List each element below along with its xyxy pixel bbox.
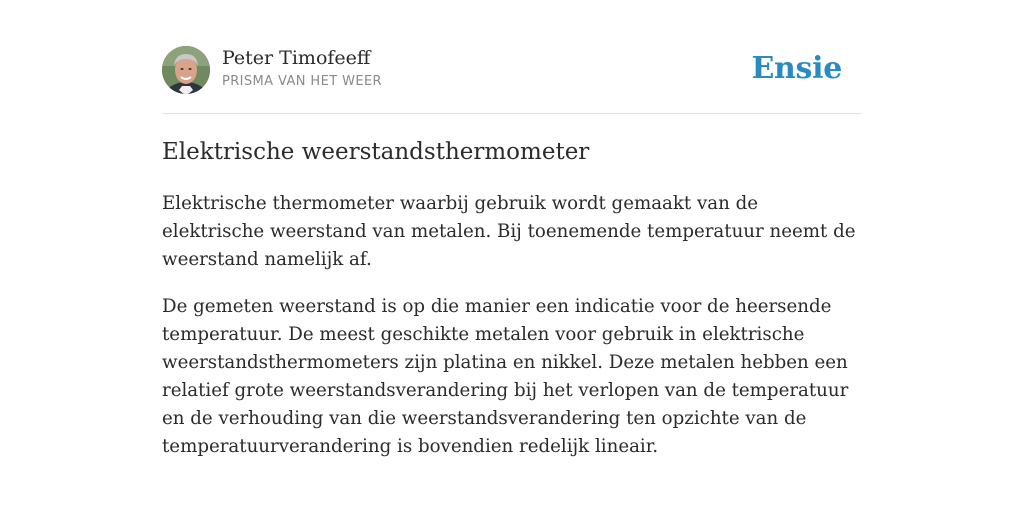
author-name[interactable]: Peter Timofeeff — [222, 47, 371, 69]
avatar-portrait-icon — [162, 46, 210, 94]
author-source[interactable]: PRISMA VAN HET WEER — [222, 74, 382, 89]
article-paragraph: Elektrische thermometer waarbij gebruik wordt gemaakt van de elektrische weerstand van metalen. Bij toenemende temperatuur neemt de weerstand namelijk af. — [162, 193, 856, 270]
author-header — [162, 46, 862, 96]
article-title: Elektrische weerstandsthermometer — [162, 139, 590, 165]
header-divider — [162, 113, 862, 114]
ensie-logo[interactable]: Ensie — [751, 51, 842, 86]
author-avatar[interactable] — [162, 46, 210, 94]
article-paragraph: De gemeten weerstand is op die manier een indicatie voor de heersende temperatuur. De meest geschikte metalen voor gebruik in elektrische weerstandsthermometers zijn platina en nikkel. Deze metalen hebben een relatief grote weerstandsverandering bij het verlopen van de temperatuur en de verhouding van die weerstandsverandering ten opzichte van de temperatuurverandering is bovendien redelijk lineair. — [162, 296, 849, 457]
